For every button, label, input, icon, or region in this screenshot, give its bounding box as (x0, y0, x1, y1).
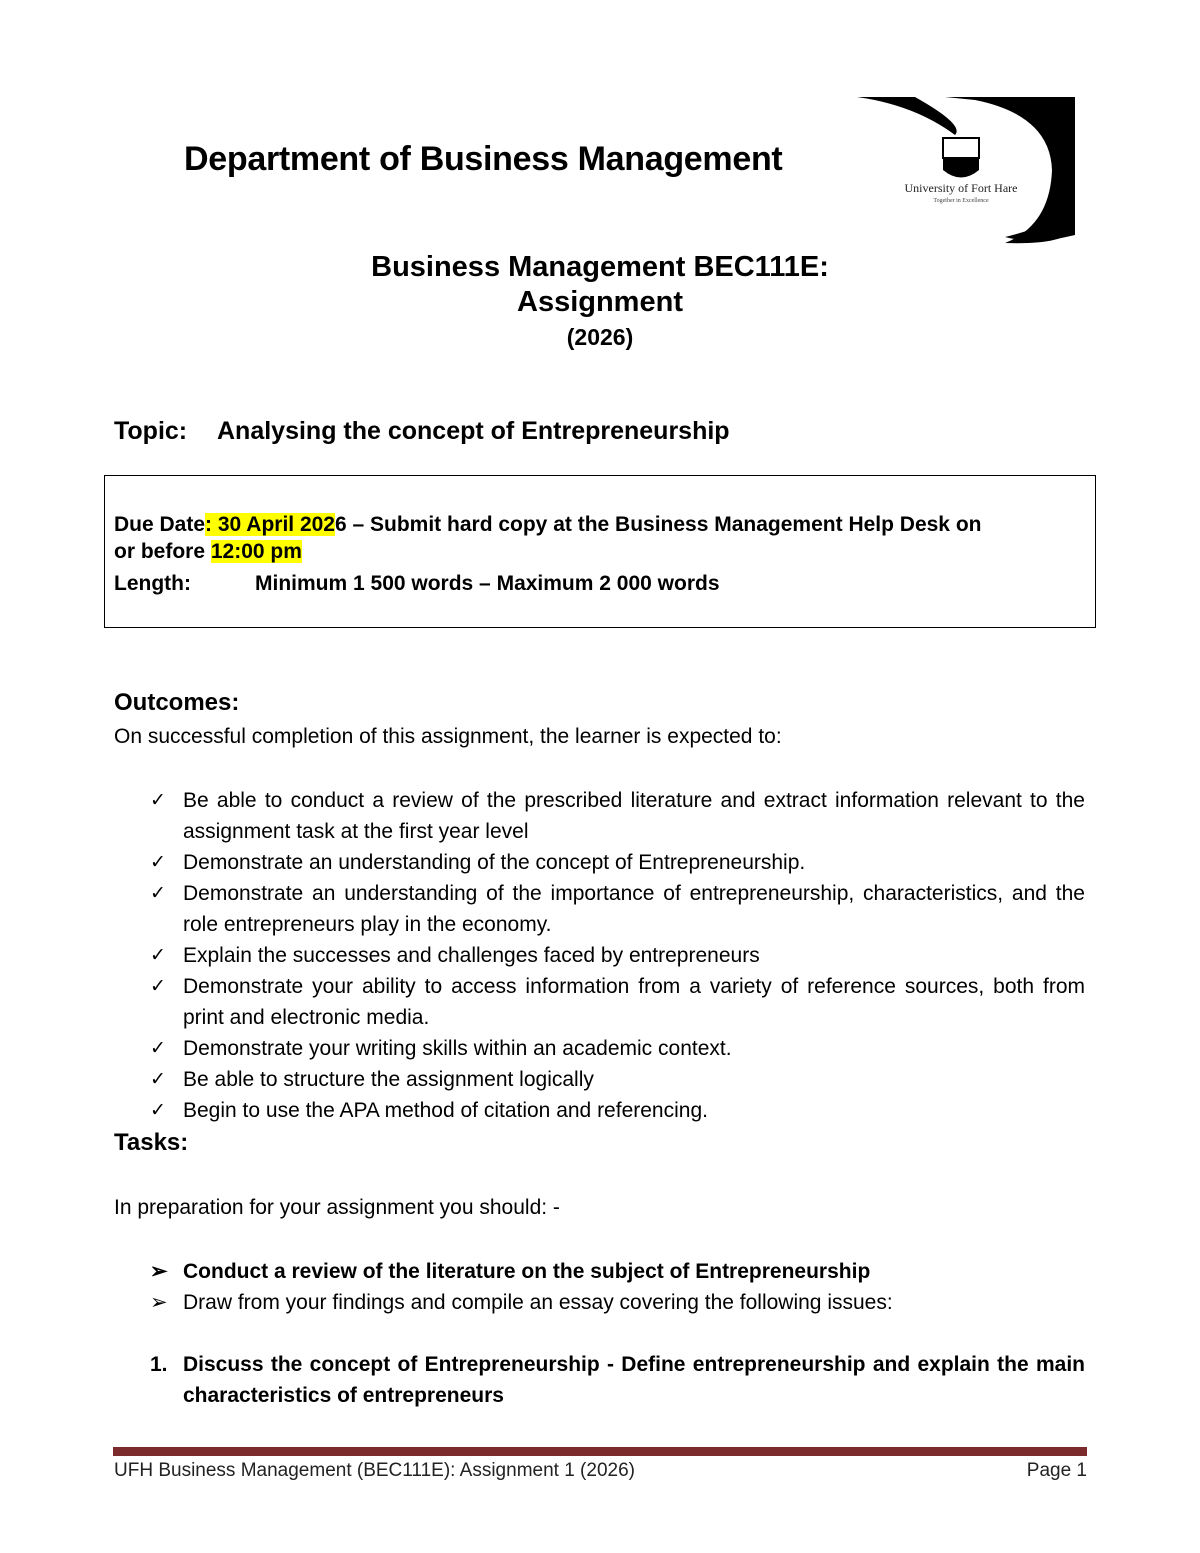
footer-divider (113, 1447, 1087, 1456)
topic-value: Analysing the concept of Entrepreneurship (217, 417, 730, 445)
item-text: Explain the successes and challenges faced by entrepreneurs (183, 944, 760, 967)
due-label: Due Date (114, 513, 206, 536)
item-text: Conduct a review of the literature on the subject of Entrepreneurship (183, 1260, 871, 1283)
checkmark-icon: ✓ (150, 1069, 166, 1090)
item-text: Be able to conduct a review of the prescribed literature and extract information relevant to the assignment task at the first year level (183, 789, 1085, 843)
arrow-bullet-icon: ➢ (150, 1291, 168, 1314)
arrow-bullet-icon: ➢ (150, 1260, 168, 1283)
due-time-line (114, 540, 302, 564)
university-logo (855, 95, 1077, 245)
outcomes-heading: Outcomes: (114, 689, 240, 716)
list-item (150, 971, 1085, 1033)
checkmark-icon: ✓ (150, 945, 166, 966)
list-item (150, 1287, 1085, 1318)
svg-text:Together in Excellence: Together in Excellence (933, 198, 989, 204)
item-text: Demonstrate an understanding of the importance of entrepreneurship, characteristics, and the role entrepreneurs play in the economy. (183, 882, 1085, 936)
item-text: Discuss the concept of Entrepreneurship - Define entrepreneurship and explain the main characteristics of entrepreneurs (183, 1353, 1085, 1407)
checkmark-icon: ✓ (150, 883, 166, 904)
length-label: Length: (114, 572, 191, 595)
topic-label: Topic: (114, 417, 188, 445)
length-line (114, 572, 720, 596)
logo-text: University of Fort Hare (904, 181, 1018, 195)
item-text: Draw from your findings and compile an essay covering the following issues: (183, 1291, 893, 1314)
due-date-box (104, 475, 1096, 628)
list-item (150, 1033, 1085, 1064)
length-value: Minimum 1 500 words – Maximum 2 000 words (255, 572, 720, 595)
tasks-list (150, 1256, 1085, 1318)
item-text: Begin to use the APA method of citation and referencing. (183, 1099, 708, 1122)
list-item (150, 785, 1085, 847)
outcomes-list (150, 785, 1085, 1126)
page-number: Page 1 (1026, 1460, 1087, 1481)
due-time-highlight: 12:00 pm (210, 540, 302, 563)
year-label: (2026) (566, 324, 634, 350)
due-date-rest: 6 – Submit hard copy at the Business Management Help Desk on (334, 513, 982, 536)
checkmark-icon: ✓ (150, 852, 166, 873)
course-title: Business Management BEC111E: (371, 251, 829, 283)
footer-left: UFH Business Management (BEC111E): Assignment 1 (2026) (114, 1460, 635, 1481)
topic-line (114, 417, 730, 446)
outcomes-intro: On successful completion of this assignment, the learner is expected to: (114, 725, 782, 748)
list-item (150, 1095, 1085, 1126)
due-time-prefix: or before (114, 540, 211, 563)
checkmark-icon: ✓ (150, 1100, 166, 1121)
due-date-highlight: : 30 April 202 (205, 513, 335, 536)
list-item (150, 1064, 1085, 1095)
list-item (150, 1256, 1085, 1287)
item-number: 1. (150, 1353, 168, 1376)
numbered-item (150, 1349, 1085, 1411)
checkmark-icon: ✓ (150, 790, 166, 811)
list-item (150, 878, 1085, 940)
item-text: Demonstrate your ability to access information from a variety of reference sources, both from print and electronic media. (183, 975, 1085, 1029)
item-text: Demonstrate your writing skills within an academic context. (183, 1037, 732, 1060)
due-date-line (114, 513, 981, 537)
checkmark-icon: ✓ (150, 1038, 166, 1059)
tasks-intro: In preparation for your assignment you should: - (114, 1196, 560, 1219)
list-item (150, 847, 1085, 878)
checkmark-icon: ✓ (150, 976, 166, 997)
list-item (150, 940, 1085, 971)
numbered-list (150, 1349, 1085, 1411)
assignment-title: Assignment (517, 286, 683, 318)
item-text: Demonstrate an understanding of the concept of Entrepreneurship. (183, 851, 806, 874)
tasks-heading: Tasks: (114, 1129, 189, 1156)
item-text: Be able to structure the assignment logically (183, 1068, 594, 1091)
department-heading: Department of Business Management (184, 140, 783, 178)
